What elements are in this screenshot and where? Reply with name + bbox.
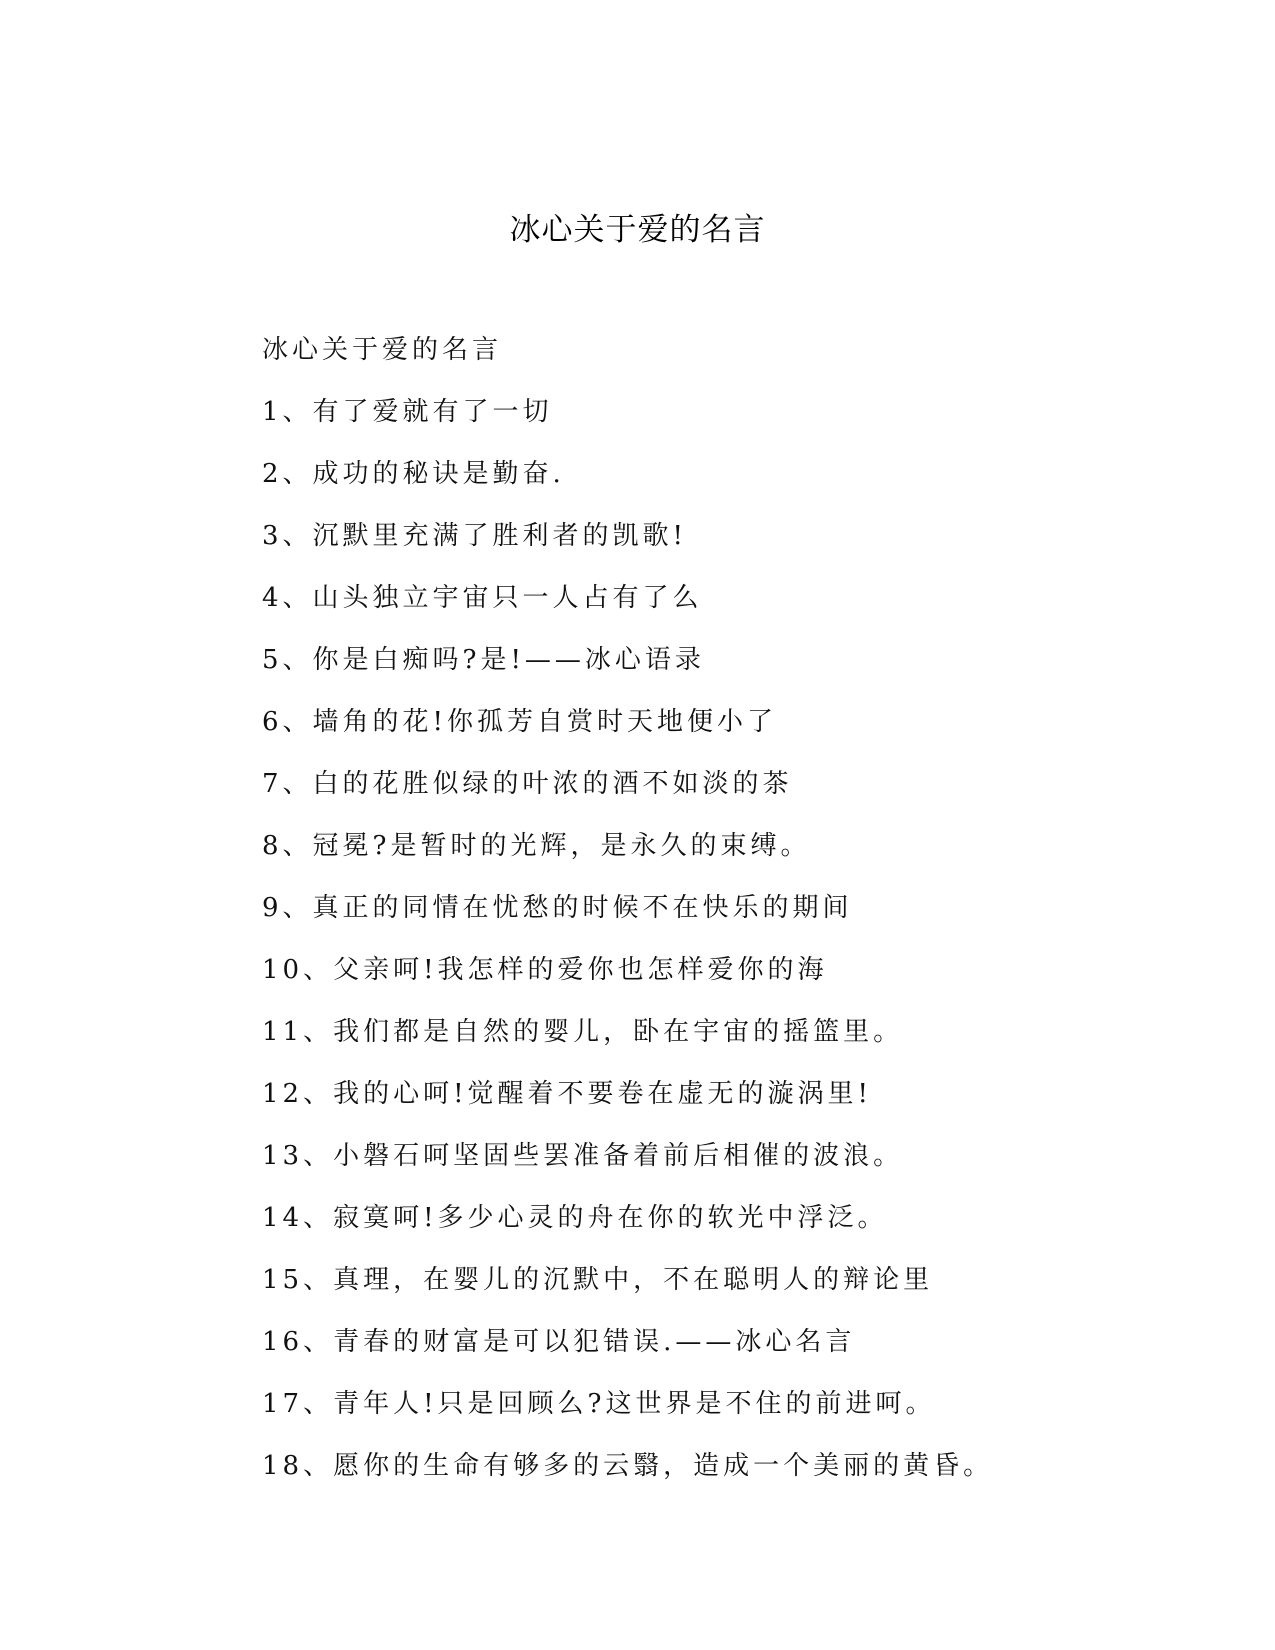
quote-line-8: 8、冠冕?是暂时的光辉，是永久的束缚。 — [262, 831, 811, 861]
quote-line-11: 11、我们都是自然的婴儿，卧在宇宙的摇篮里。 — [262, 1017, 904, 1047]
document-body — [262, 332, 1162, 1510]
document-title: 冰心关于爱的名言 — [509, 212, 766, 248]
quote-line-2: 2、成功的秘诀是勤奋. — [262, 459, 565, 489]
quote-line-5: 5、你是白痴吗?是!——冰心语录 — [262, 645, 705, 675]
quote-line-6: 6、墙角的花!你孤芳自赏时天地便小了 — [262, 707, 777, 737]
body-heading: 冰心关于爱的名言 — [262, 335, 503, 365]
quote-line-1: 1、有了爱就有了一切 — [262, 397, 553, 427]
quote-line-18: 18、愿你的生命有够多的云翳，造成一个美丽的黄昏。 — [262, 1451, 994, 1481]
quote-line-15: 15、真理，在婴儿的沉默中，不在聪明人的辩论里 — [262, 1265, 934, 1295]
quote-line-9: 9、真正的同情在忧愁的时候不在快乐的期间 — [262, 893, 853, 923]
quote-line-7: 7、白的花胜似绿的叶浓的酒不如淡的茶 — [262, 769, 793, 799]
quote-line-17: 17、青年人!只是回顾么?这世界是不住的前进呵。 — [262, 1389, 936, 1419]
quote-line-12: 12、我的心呵!觉醒着不要卷在虚无的漩涡里! — [262, 1079, 872, 1109]
quote-line-10: 10、父亲呵!我怎样的爱你也怎样爱你的海 — [262, 955, 828, 985]
quote-line-14: 14、寂寞呵!多少心灵的舟在你的软光中浮泛。 — [262, 1203, 888, 1233]
quote-line-13: 13、小磐石呵坚固些罢准备着前后相催的波浪。 — [262, 1141, 904, 1171]
quote-line-4: 4、山头独立宇宙只一人占有了么 — [262, 583, 703, 613]
quote-line-16: 16、青春的财富是可以犯错误.——冰心名言 — [262, 1327, 856, 1357]
quote-line-3: 3、沉默里充满了胜利者的凯歌! — [262, 521, 687, 551]
